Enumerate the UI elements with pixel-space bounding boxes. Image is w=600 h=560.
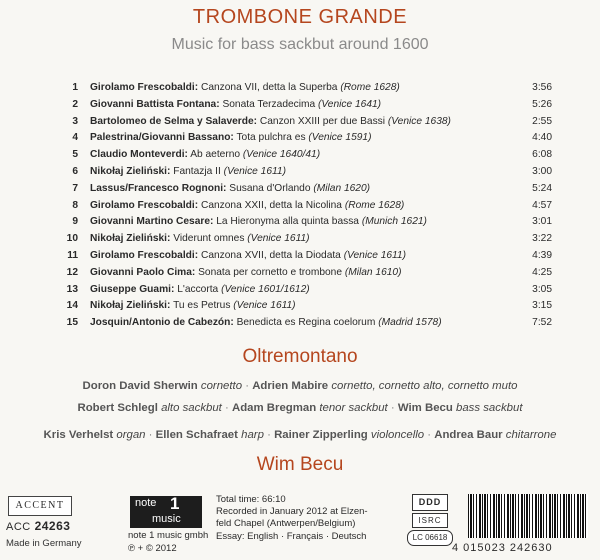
separator-dot: · — [221, 402, 232, 414]
track-work: Canzona XXII, detta la Nicolina — [200, 199, 342, 211]
note1-logo-num: 1 — [170, 494, 180, 513]
note1-logo-bottom: music — [152, 513, 181, 525]
track-list — [52, 80, 552, 332]
performer-instrument: bass sackbut — [456, 402, 523, 414]
track-title — [90, 164, 286, 181]
catalog-number — [6, 519, 70, 533]
track-composer: Bartolomeo de Selma y Salaverde: — [90, 115, 258, 127]
track-number: 11 — [67, 249, 78, 261]
track-row — [52, 181, 552, 198]
track-work: Viderunt omnes — [173, 233, 245, 245]
track-composer: Girolamo Frescobaldi: — [90, 82, 199, 93]
track-row — [52, 248, 552, 265]
track-number: 4 — [72, 132, 78, 144]
track-place: (Venice 1601/1612) — [221, 283, 310, 295]
track-number: 1 — [72, 82, 78, 93]
performer-name: Kris Verhelst — [43, 429, 114, 441]
track-work: Ab aeterno — [190, 149, 241, 161]
track-number: 15 — [66, 317, 78, 329]
track-title — [90, 80, 400, 97]
track-row — [52, 80, 552, 97]
track-row — [52, 214, 552, 231]
track-work: Susana d'Orlando — [229, 182, 311, 194]
track-row — [52, 298, 552, 315]
recorded: Recorded in January 2012 at Elzen- — [216, 506, 368, 518]
track-number: 10 — [66, 233, 78, 245]
track-work: Sonata Terzadecima — [222, 98, 316, 110]
track-number: 8 — [72, 199, 78, 211]
track-place: (Milan 1620) — [313, 182, 370, 194]
catalog-prefix: ACC — [6, 521, 31, 533]
track-number: 2 — [72, 98, 78, 110]
track-work: Tu es Petrus — [173, 300, 231, 312]
track-place: (Venice 1640/41) — [242, 149, 321, 161]
track-duration: 4:40 — [532, 132, 552, 144]
track-title — [90, 97, 381, 114]
track-work: La Hieronyma alla quinta bassa — [216, 216, 359, 228]
track-work: Tota pulchra es — [236, 132, 306, 144]
performer-instrument: organ — [116, 429, 146, 441]
track-title — [90, 298, 296, 315]
track-number: 7 — [72, 182, 78, 194]
track-number: 5 — [72, 149, 78, 161]
track-title — [90, 114, 451, 131]
track-duration: 5:26 — [532, 98, 552, 110]
performer-instrument: alto sackbut — [161, 402, 222, 414]
track-title — [90, 265, 401, 282]
footer — [0, 492, 600, 560]
director-name: Wim Becu — [256, 454, 344, 475]
track-number: 6 — [72, 165, 78, 177]
track-place: (Munich 1621) — [361, 216, 427, 228]
track-work: Sonata per cornetto e trombone — [198, 266, 342, 278]
track-place: (Venice 1591) — [308, 132, 372, 144]
track-duration: 4:57 — [532, 199, 552, 211]
track-number: 9 — [72, 216, 78, 228]
performers-line-1 — [0, 380, 600, 392]
track-place: (Milan 1610) — [344, 266, 402, 278]
performer-instrument: harp — [241, 429, 264, 441]
separator-dot: · — [145, 429, 156, 441]
separator-dot: · — [424, 429, 435, 441]
isrc-badge: ISRC — [412, 513, 448, 528]
track-duration: 3:05 — [532, 283, 552, 295]
track-row — [52, 164, 552, 181]
track-composer: Girolamo Frescobaldi: — [90, 249, 199, 261]
track-title — [90, 315, 442, 332]
track-place: (Rome 1628) — [344, 199, 405, 211]
total-time: Total time: 66:10 — [216, 494, 286, 505]
recording-info — [216, 494, 396, 543]
track-title — [90, 130, 371, 147]
track-work: Canzon XXIII per due Bassi — [259, 115, 386, 127]
track-composer: Giovanni Battista Fontana: — [90, 98, 220, 110]
track-composer: Lassus/Francesco Rognoni: — [90, 182, 227, 194]
track-duration: 4:39 — [532, 249, 552, 261]
performer-name: Ellen Schafraet — [155, 429, 238, 441]
track-place: (Venice 1611) — [233, 300, 296, 312]
track-composer: Giovanni Martino Cesare: — [90, 216, 214, 228]
track-place: (Venice 1611) — [247, 233, 310, 245]
track-duration: 7:52 — [532, 317, 552, 329]
made-in: Made in Germany — [6, 538, 82, 549]
performer-name: Andrea Baur — [434, 429, 503, 441]
track-composer: Josquin/Antonio de Cabezón: — [90, 317, 234, 329]
track-composer: Nikołaj Zieliński: — [90, 165, 171, 177]
ensemble-name: Oltremontano — [242, 346, 358, 367]
track-duration: 3:15 — [532, 300, 552, 312]
track-row — [52, 315, 552, 332]
separator-dot: · — [387, 402, 398, 414]
performer-name: Adam Bregman — [231, 402, 317, 414]
track-composer: Claudio Monteverdi: — [90, 149, 188, 161]
track-duration: 6:08 — [532, 149, 552, 161]
note1-logo — [130, 496, 202, 528]
performer-instrument: cornetto — [200, 380, 243, 392]
track-row — [52, 130, 552, 147]
track-title — [90, 214, 427, 231]
track-place: (Venice 1641) — [318, 98, 382, 110]
track-title — [90, 147, 320, 164]
venue: feld Chapel (Antwerpen/Belgium) — [216, 518, 356, 530]
track-row — [52, 231, 552, 248]
barcode — [468, 494, 588, 538]
performer-name: Doron David Sherwin — [82, 380, 198, 392]
track-title — [90, 248, 406, 265]
track-row — [52, 282, 552, 299]
separator-dot: · — [242, 380, 253, 392]
track-row — [52, 147, 552, 164]
performer-instrument: chitarrone — [505, 429, 557, 441]
track-row — [52, 97, 552, 114]
track-composer: Giovanni Paolo Cima: — [90, 266, 196, 278]
track-duration: 3:56 — [532, 82, 552, 93]
track-duration: 3:01 — [532, 216, 552, 228]
track-number: 12 — [66, 266, 78, 278]
note1-logo-top: note — [135, 497, 157, 509]
accent-logo: ACCENT — [8, 496, 72, 516]
album-subtitle: Music for bass sackbut around 1600 — [171, 36, 429, 53]
track-duration: 3:22 — [532, 233, 552, 245]
track-number: 14 — [66, 300, 78, 312]
album-title: TROMBONE GRANDE — [192, 6, 408, 28]
track-duration: 3:00 — [532, 165, 552, 177]
track-composer: Palestrina/Giovanni Bassano: — [90, 132, 234, 144]
track-place: (Venice 1611) — [343, 249, 406, 261]
copyright: ℗ + © 2012 — [128, 543, 177, 554]
track-duration: 5:24 — [532, 182, 552, 194]
track-row — [52, 198, 552, 215]
performer-name: Rainer Zipperling — [274, 429, 368, 441]
performer-instrument: cornetto, cornetto alto, cornetto muto — [331, 380, 518, 392]
track-duration: 4:25 — [532, 266, 552, 278]
performer-name: Adrien Mabire — [252, 380, 329, 392]
track-row — [52, 265, 552, 282]
track-place: (Madrid 1578) — [378, 317, 442, 329]
track-place: (Venice 1638) — [387, 115, 451, 127]
performer-instrument: tenor sackbut — [319, 402, 388, 414]
ddd-badge: DDD — [412, 494, 448, 511]
track-row — [52, 114, 552, 131]
label-name: note 1 music gmbh — [128, 530, 209, 541]
performers-line-2 — [0, 402, 600, 414]
track-work: Fantazja II — [173, 165, 221, 177]
performer-name: Wim Becu — [397, 402, 453, 414]
track-duration: 2:55 — [532, 115, 552, 127]
separator-dot: · — [263, 429, 275, 441]
performer-instrument: violoncello — [370, 429, 425, 441]
track-work: L'accorta — [177, 283, 219, 295]
track-number: 13 — [66, 283, 78, 295]
track-composer: Girolamo Frescobaldi: — [90, 199, 199, 211]
track-work: Benedicta es Regina coelorum — [236, 317, 376, 329]
track-work: Canzona XVII, detta la Diodata — [200, 249, 341, 261]
track-composer: Nikołaj Zieliński: — [90, 300, 171, 312]
track-title — [90, 231, 310, 248]
track-composer: Nikołaj Zieliński: — [90, 233, 171, 245]
essay-languages: Essay: English · Français · Deutsch — [216, 530, 367, 542]
track-composer: Giuseppe Guami: — [90, 283, 175, 295]
track-place: (Venice 1611) — [223, 165, 286, 177]
catalog-digits: 24263 — [34, 519, 71, 533]
barcode-digits: 4 015023 242630 — [452, 542, 553, 554]
track-work: Canzona VII, detta la Superba — [200, 82, 338, 93]
track-title — [90, 282, 310, 299]
track-title — [90, 181, 370, 198]
label-code: LC 06618 — [407, 530, 453, 546]
track-title — [90, 198, 404, 215]
track-number: 3 — [72, 115, 78, 127]
track-place: (Rome 1628) — [340, 82, 400, 93]
performers-line-3 — [0, 429, 600, 441]
performer-name: Robert Schlegl — [77, 402, 158, 414]
